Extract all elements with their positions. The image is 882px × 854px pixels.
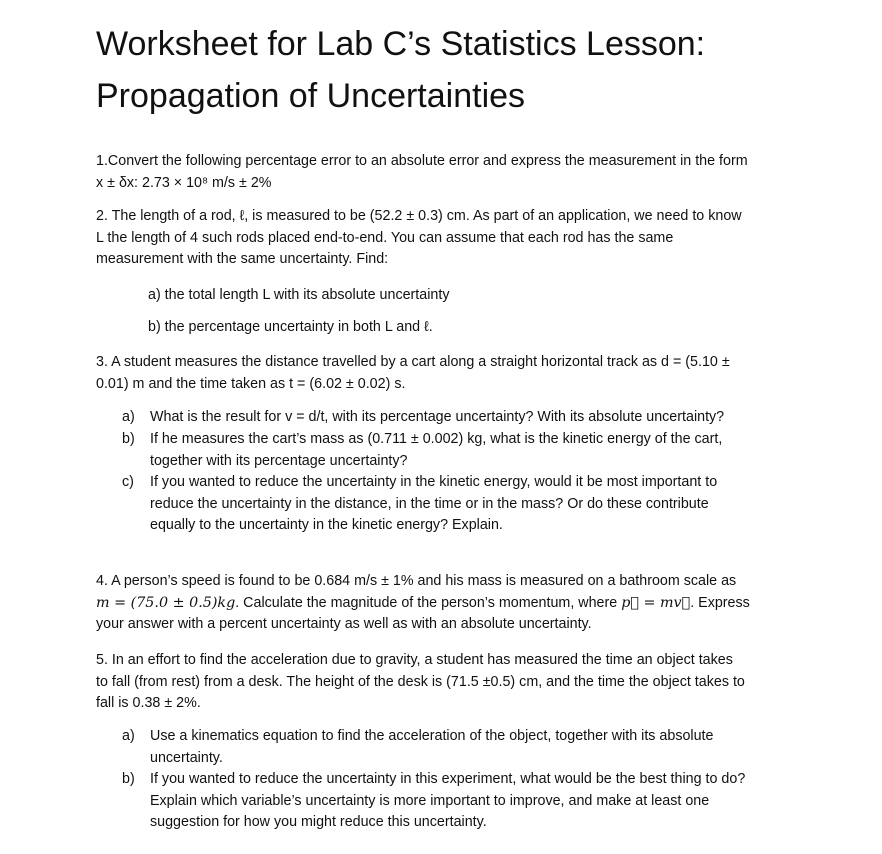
question-5-part-a-label: a) [122,728,135,744]
question-3-part-b [122,429,812,473]
question-5-part-a-line-1: Use a kinematics equation to find the acceleration of the object, together with its absolute [150,728,714,744]
mass-equation: m = (75.0 ± 0.5)kg [96,594,236,611]
question-3-part-b-line-1: If he measures the cart’s mass as (0.711 ± 0.002) kg, what is the kinetic energy of the cart, [150,431,723,447]
question-5-part-b-line-3: suggestion for how you might reduce this uncertainty. [150,814,487,830]
question-3-part-a-label: a) [122,409,135,425]
question-3-part-a-text: What is the result for v = d/t, with its percentage uncertainty? With its absolute uncertainty? [150,409,725,425]
momentum-equation: p⃗ = mv⃗ [621,594,691,611]
question-5-part-b [122,769,812,835]
question-3-part-b-label: b) [122,431,135,447]
question-1-line-2: x ± δx: 2.73 × 10⁸ m/s ± 2% [96,174,272,191]
question-3-part-b-line-2: together with its percentage uncertainty? [150,452,408,469]
question-3-part-c-line-1: If you wanted to reduce the uncertainty in the kinetic energy, would it be most important to [150,474,718,490]
question-5-part-a [122,726,812,770]
question-1-line-1: 1.Convert the following percentage error to an absolute error and express the measurement in the form [96,153,748,169]
question-5-line-1: 5. In an effort to find the acceleration due to gravity, a student has measured the time an object takes [96,652,733,668]
question-5-line-3: fall is 0.38 ± 2%. [96,695,201,711]
title-line-1: Worksheet for Lab C’s Statistics Lesson: [96,25,706,63]
question-5-part-b-label: b) [122,771,135,787]
question-3-part-c-label: c) [122,474,134,490]
question-5-line-2: to fall (from rest) from a desk. The height of the desk is (71.5 ±0.5) cm, and the time the object takes to [96,673,745,690]
question-2-line-3: measurement with the same uncertainty. Find: [96,251,389,267]
question-5-part-b-line-2: Explain which variable’s uncertainty is more important to improve, and make at least one [150,792,710,809]
question-3-line-1: 3. A student measures the distance travelled by a cart along a straight horizontal track as d = (5.10 ± [96,354,730,370]
question-2-line-1: 2. The length of a rod, ℓ, is measured to be (52.2 ± 0.3) cm. As part of an application, we need to know [96,208,742,224]
question-2-line-2: L the length of 4 such rods placed end-to-end. You can assume that each rod has the same [96,229,674,246]
worksheet-title [96,18,856,122]
question-3 [96,352,806,395]
question-5 [96,650,806,715]
question-3-part-a [122,407,812,429]
question-3-part-c [122,472,812,538]
title-line-2: Propagation of Uncertainties [96,77,526,115]
question-3-line-2: 0.01) m and the time taken as t = (6.02 ± 0.02) s. [96,375,406,392]
question-5-part-a-line-2: uncertainty. [150,749,223,766]
question-3-part-c-line-3: equally to the uncertainty in the kinetic energy? Explain. [150,517,503,533]
question-4-line-3: your answer with a percent uncertainty as well as with an absolute uncertainty. [96,616,592,632]
question-5-part-b-line-1: If you wanted to reduce the uncertainty in this experiment, what would be the best thing to do? [150,771,746,787]
question-1 [96,151,806,194]
question-4-line-2 [96,593,806,615]
question-2-part-a: a) the total length L with its absolute uncertainty [148,287,450,303]
question-4-line-2-text-2: . Express [690,594,750,611]
question-4-line-2-text-1: . Calculate the magnitude of the person’s momentum, where [235,594,622,611]
question-4 [96,571,806,636]
question-3-part-c-line-2: reduce the uncertainty in the distance, in the time or in the mass? Or do these contribute [150,495,709,512]
question-2 [96,206,806,271]
question-2-part-b: b) the percentage uncertainty in both L and ℓ. [148,319,433,335]
question-4-line-1: 4. A person’s speed is found to be 0.684 m/s ± 1% and his mass is measured on a bathroom scale as [96,573,737,589]
